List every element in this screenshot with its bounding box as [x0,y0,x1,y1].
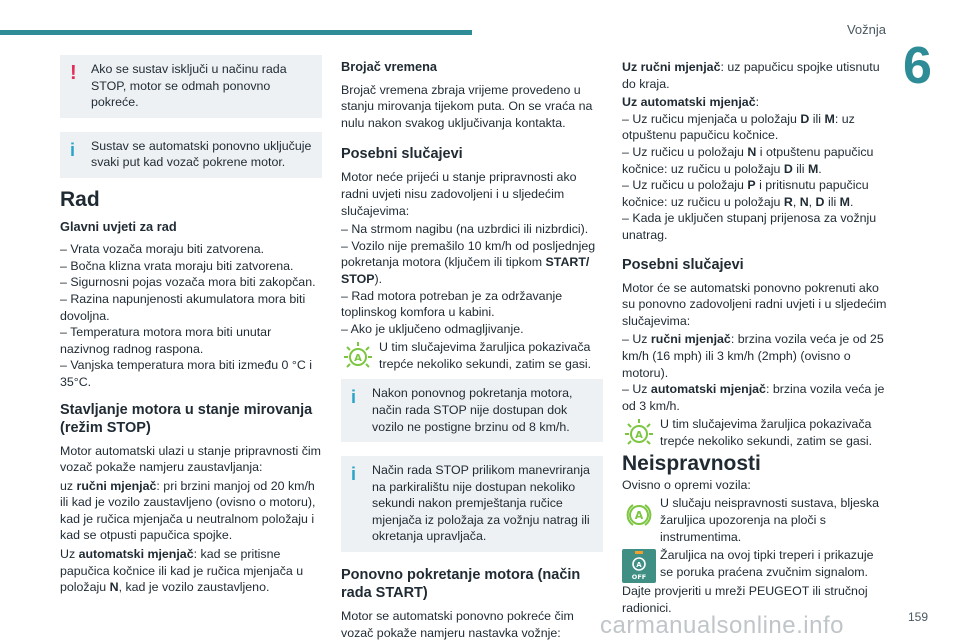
warning-box [60,55,322,118]
counter-heading: Brojač vremena [341,59,438,74]
fault-note-2 [622,547,887,583]
stop-start-lamp-icon [622,416,656,450]
column-left [60,55,322,598]
column-right [622,55,887,618]
info-box [60,132,322,178]
fault-text-1: U slučaju neispravnosti sustava, bljeska žaruljica upozorenja na ploči s instrumentima. [660,496,880,544]
condition-item: – Temperatura motora mora biti unutar nazivnog radnog raspona. [60,325,272,356]
restart-auto-item: – Uz ručicu u položaju N i otpuštenu papučicu kočnice: uz ručicu u položaju D ili M. [622,144,874,176]
info-text: Sustav se automatski ponovno uključuje svaki put kad vozač pokrene motor. [91,138,312,170]
stop-start-warning-lamp-icon [622,497,656,531]
info-text: Nakon ponovnog pokretanja motora, način rada STOP nije dostupan dok vozilo ne postigne brzinu od 8 km/h. [372,386,573,434]
special-item-right: – Uz ručni mjenjač: brzina vozila veća je od 25 km/h (16 mph) ili 3 km/h (2mph) (ovisno o motoru). [622,332,884,380]
page-number: 159 [907,610,928,624]
stop-intro: Motor automatski ulazi u stanje pripravnosti čim vozač pokaže namjeru zaustavljanja: [60,443,321,475]
special-item: – Ako je uključeno odmagljivanje. [341,321,524,336]
lamp-note-text: U tim slučajevima žaruljica pokazivača trepće nekoliko sekundi, zatim se gasi. [660,417,873,448]
restart-auto-item: – Uz ručicu u položaju P i pritisnutu papučicu kočnice: uz ručicu u položaju R, N, D ili M. [622,178,869,209]
restart-text: Motor se automatski ponovno pokreće čim vozač pokaže namjeru nastavka vožnje: [341,609,574,640]
warning-text: Ako se sustav isključi u načinu rada STOP, motor se odmah ponovno pokreće. [91,62,287,110]
watermark: carmanualsonline.info [600,612,844,639]
info-text: Način rada STOP prilikom manevriranja na parkiralištu nije dostupan nekoliko sekundi nakon premještanja ručice mjenjača iz položaja za vožnju natrag ili okretanja upravljača. [372,463,590,544]
restart-auto-item: – Kada je uključen stupanj prijenosa za vožnju unatrag. [622,211,877,242]
stop-heading: Stavljanje motora u stanje mirovanja (režim STOP) [60,401,313,436]
special-intro-right: Motor će se automatski ponovno pokrenuti ako su ponovno zadovoljeni radni uvjeti i u sljedećim slučajevima: [622,280,887,328]
info-box [341,379,603,442]
special-heading: Posebni slučajevi [341,146,463,163]
fault-note-1 [622,495,887,547]
condition-item: – Vrata vozača moraju biti zatvorena. [60,242,265,257]
info-icon: i [351,464,357,485]
svg-text:A: A [636,561,642,570]
svg-text:A: A [634,509,644,523]
restart-manual: Uz ručni mjenjač: uz papučicu spojke utisnutu do kraja. [622,60,880,91]
special-item: – Na strmom nagibu (na uzbrdici ili nizbrdici). [341,222,589,237]
condition-item: – Razina napunjenosti akumulatora mora biti dovoljna. [60,291,306,323]
fault-end: Dajte provjeriti u mreži PEUGEOT ili stručnoj radionici. [622,584,868,615]
header-accent-bar [0,30,472,35]
restart-auto-item: – Uz ručicu mjenjača u položaju D ili M: uz otpuštenu papučicu kočnice. [622,111,855,143]
special-item: – Rad motora potreban je za održavanje toplinskog komfora u kabini. [341,288,563,320]
counter-text: Brojač vremena zbraja vrijeme provedeno u stanju mirovanja tijekom puta. On se vraća na nulu nakon svakog uključivanja kontakta. [341,82,593,130]
conditions-heading: Glavni uvjeti za rad [60,218,177,234]
special-intro: Motor neće prijeći u stanje pripravnosti ako radni uvjeti nisu zadovoljeni i u sljedećim slučajevima: [341,170,577,218]
info-icon: i [70,139,76,160]
svg-text:A: A [635,430,643,442]
lamp-note [341,339,603,373]
special-item-right: – Uz automatski mjenjač: brzina vozila veća je od 3 km/h. [622,382,885,413]
warning-icon: ! [70,62,77,84]
fault-intro: Ovisno o opremi vozila: [622,477,751,492]
fault-heading: Neispravnosti [622,452,761,476]
column-middle [341,55,603,643]
condition-item: – Bočna klizna vrata moraju biti zatvorena. [60,258,294,273]
special-item: – Vozilo nije premašilo 10 km/h od posljednjeg pokretanja motora (ključem ili tipkom START/ STOP). [341,238,596,286]
lamp-note-right [622,416,887,450]
stop-auto: Uz automatski mjenjač: kad se pritisne papučica kočnice ili kad je ručica mjenjača u položaju N, kad je vozilo zaustavljeno. [60,547,304,595]
fault-text-2: Žaruljica na ovoj tipki treperi i prikazuje se poruka praćena zvučnim signalom. [660,548,874,579]
lamp-note-text: U tim slučajevima žaruljica pokazivača trepće nekoliko sekundi, zatim se gasi. [379,340,592,371]
svg-text:OFF: OFF [631,573,647,582]
stop-start-lamp-icon [341,339,375,373]
chapter-number: 6 [903,37,932,95]
section-title: Vožnja [846,22,886,37]
restart-auto-heading: Uz automatski mjenjač: [622,95,760,110]
stop-start-off-button-icon [622,549,656,583]
stop-manual: uz ručni mjenjač: pri brzini manjoj od 20 km/h ili kad je vozilo zaustavljeno (ovisno o motoru), kad je ručica mjenjača u neutralnom položaju i kad se otpusti papučica spojke. [60,478,316,543]
condition-item: – Vanjska temperatura mora biti između 0 °C i 35°C. [60,358,312,389]
info-icon: i [351,387,357,408]
special-heading-right: Posebni slučajevi [622,256,744,273]
restart-heading: Ponovno pokretanje motora (način rada START) [341,567,581,602]
condition-item: – Sigurnosni pojas vozača mora biti zakopčan. [60,275,316,290]
rad-heading: Rad [60,187,100,211]
info-box [341,456,603,552]
svg-text:A: A [354,353,362,365]
